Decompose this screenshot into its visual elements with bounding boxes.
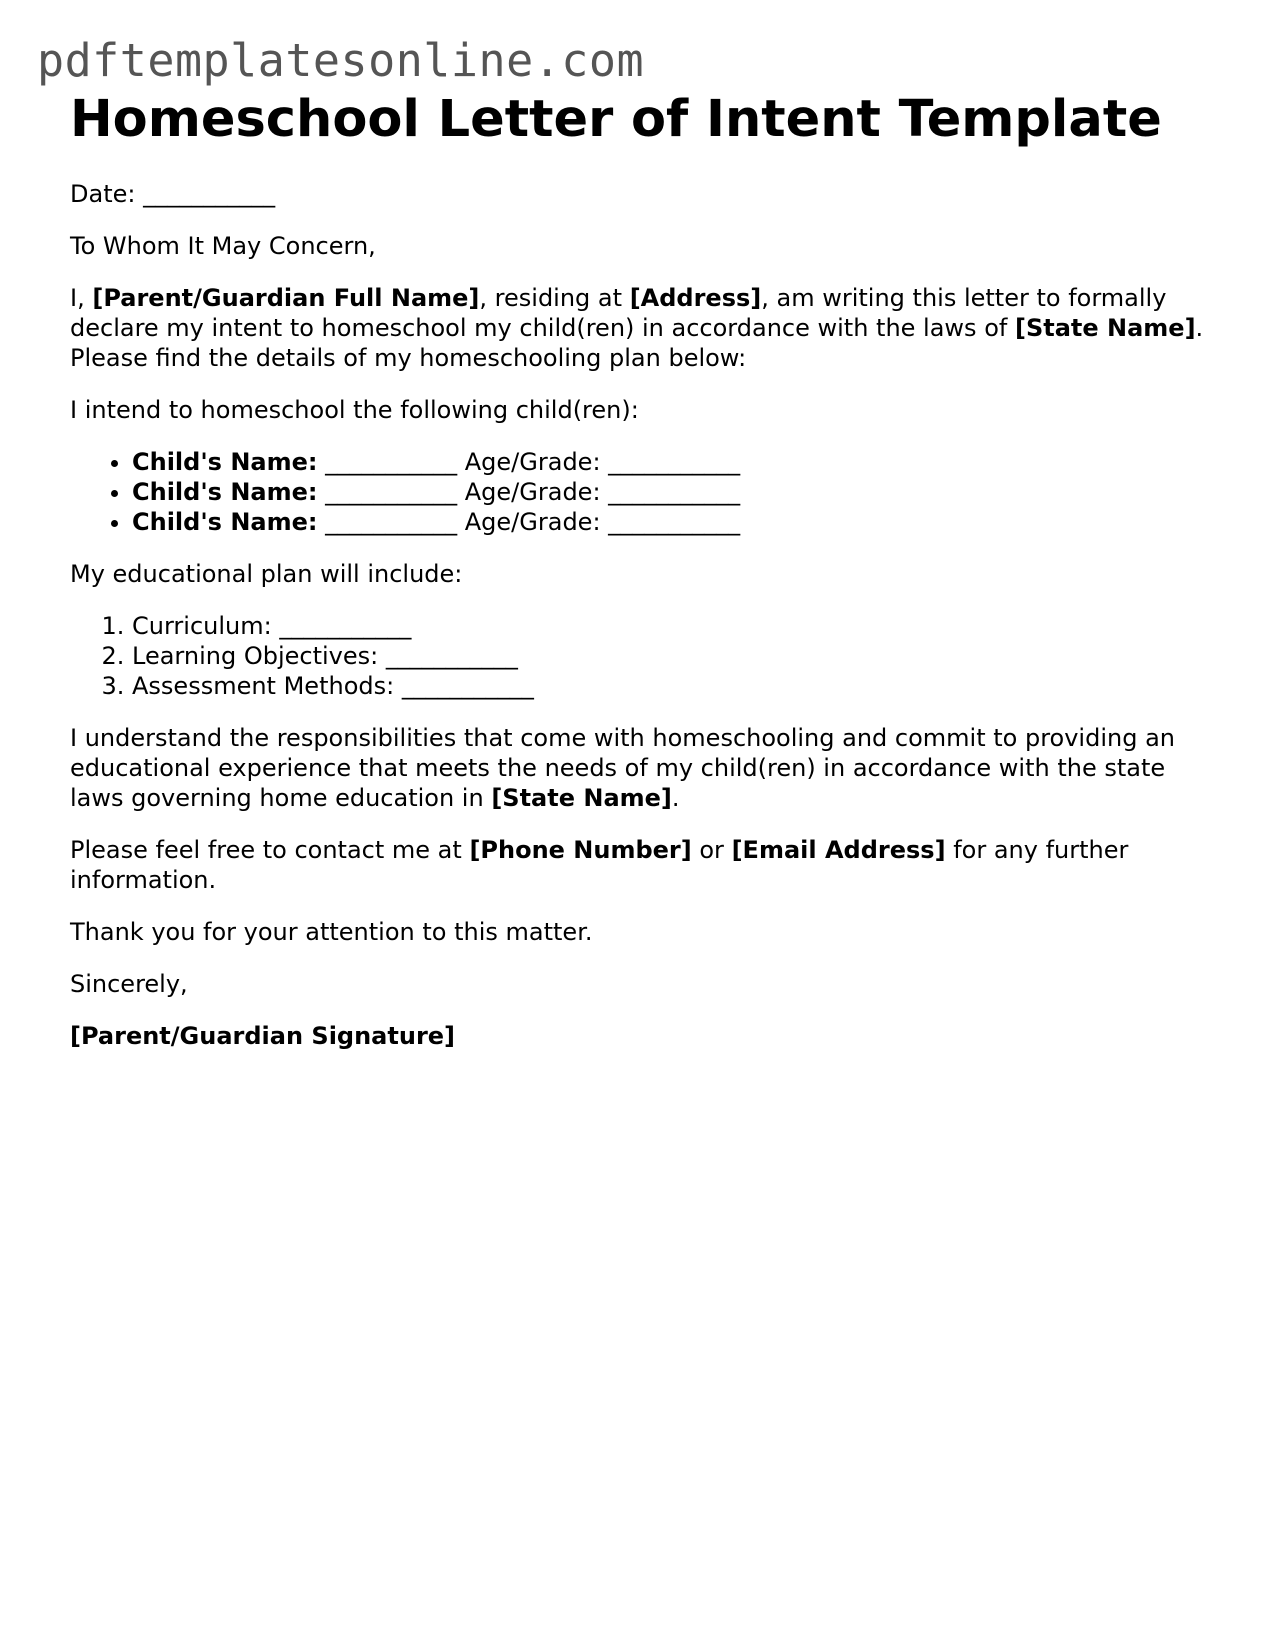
children-list — [70, 447, 1220, 537]
intro-text: . Please find the details of my homeschooling plan below: — [70, 314, 1204, 372]
date-blank[interactable]: ___________ — [143, 180, 276, 208]
address-placeholder: [Address] — [629, 284, 762, 312]
intro-text: I, — [70, 284, 85, 312]
state-placeholder: [State Name] — [491, 784, 672, 812]
contact-text: for any further information. — [70, 836, 1129, 894]
plan-list — [70, 611, 1220, 701]
list-item — [132, 671, 1220, 701]
date-label: Date: — [70, 180, 136, 208]
responsibility-paragraph — [70, 723, 1220, 813]
watermark: pdftemplatesonline.com — [37, 34, 645, 87]
assessment-methods-blank[interactable]: ___________ — [401, 672, 534, 700]
list-item — [132, 477, 1220, 507]
age-grade-label: Age/Grade: — [464, 478, 601, 506]
child-name-blank[interactable]: ___________ — [325, 478, 458, 506]
child-name-blank[interactable]: ___________ — [325, 508, 458, 536]
intro-paragraph — [70, 283, 1220, 373]
child-name-label: Child's Name: — [132, 478, 318, 506]
age-grade-blank[interactable]: ___________ — [608, 448, 741, 476]
list-item — [132, 641, 1220, 671]
closing-line: Sincerely, — [70, 970, 188, 998]
age-grade-label: Age/Grade: — [464, 448, 601, 476]
children-intro: I intend to homeschool the following child(ren): — [70, 396, 639, 424]
contact-text: Please feel free to contact me at — [70, 836, 462, 864]
intro-text: , am writing this letter to formally declare my intent to homeschool my child(ren) in accordance with the laws of — [70, 284, 1167, 342]
age-grade-label: Age/Grade: — [464, 508, 601, 536]
signature-placeholder — [70, 1021, 1220, 1051]
learning-objectives-blank[interactable]: ___________ — [385, 642, 518, 670]
contact-paragraph — [70, 835, 1220, 895]
salutation: To Whom It May Concern, — [70, 232, 376, 260]
child-name-blank[interactable]: ___________ — [325, 448, 458, 476]
learning-objectives-label: Learning Objectives: — [132, 642, 379, 670]
intro-text: , residing at — [479, 284, 623, 312]
responsibility-text: I understand the responsibilities that come with homeschooling and commit to providing an educational experience that meets the needs of my child(ren) in accordance with the state laws governing home education in — [70, 724, 1175, 812]
email-placeholder: [Email Address] — [731, 836, 946, 864]
signature-text: [Parent/Guardian Signature] — [70, 1022, 456, 1050]
curriculum-blank[interactable]: ___________ — [279, 612, 412, 640]
state-placeholder: [State Name] — [1014, 314, 1196, 342]
list-item — [132, 447, 1220, 477]
thanks-line: Thank you for your attention to this matter. — [70, 918, 593, 946]
assessment-methods-label: Assessment Methods: — [132, 672, 395, 700]
parent-name-placeholder: [Parent/Guardian Full Name] — [92, 284, 480, 312]
page-title: Homeschool Letter of Intent Template — [70, 90, 1162, 149]
age-grade-blank[interactable]: ___________ — [608, 478, 741, 506]
contact-text: or — [699, 836, 724, 864]
letter-document — [70, 90, 1220, 1051]
age-grade-blank[interactable]: ___________ — [608, 508, 741, 536]
child-name-label: Child's Name: — [132, 448, 318, 476]
list-item — [132, 507, 1220, 537]
plan-intro: My educational plan will include: — [70, 560, 463, 588]
list-item — [132, 611, 1220, 641]
phone-placeholder: [Phone Number] — [469, 836, 692, 864]
date-line — [70, 179, 1220, 209]
child-name-label: Child's Name: — [132, 508, 318, 536]
responsibility-text: . — [671, 784, 680, 812]
curriculum-label: Curriculum: — [132, 612, 272, 640]
